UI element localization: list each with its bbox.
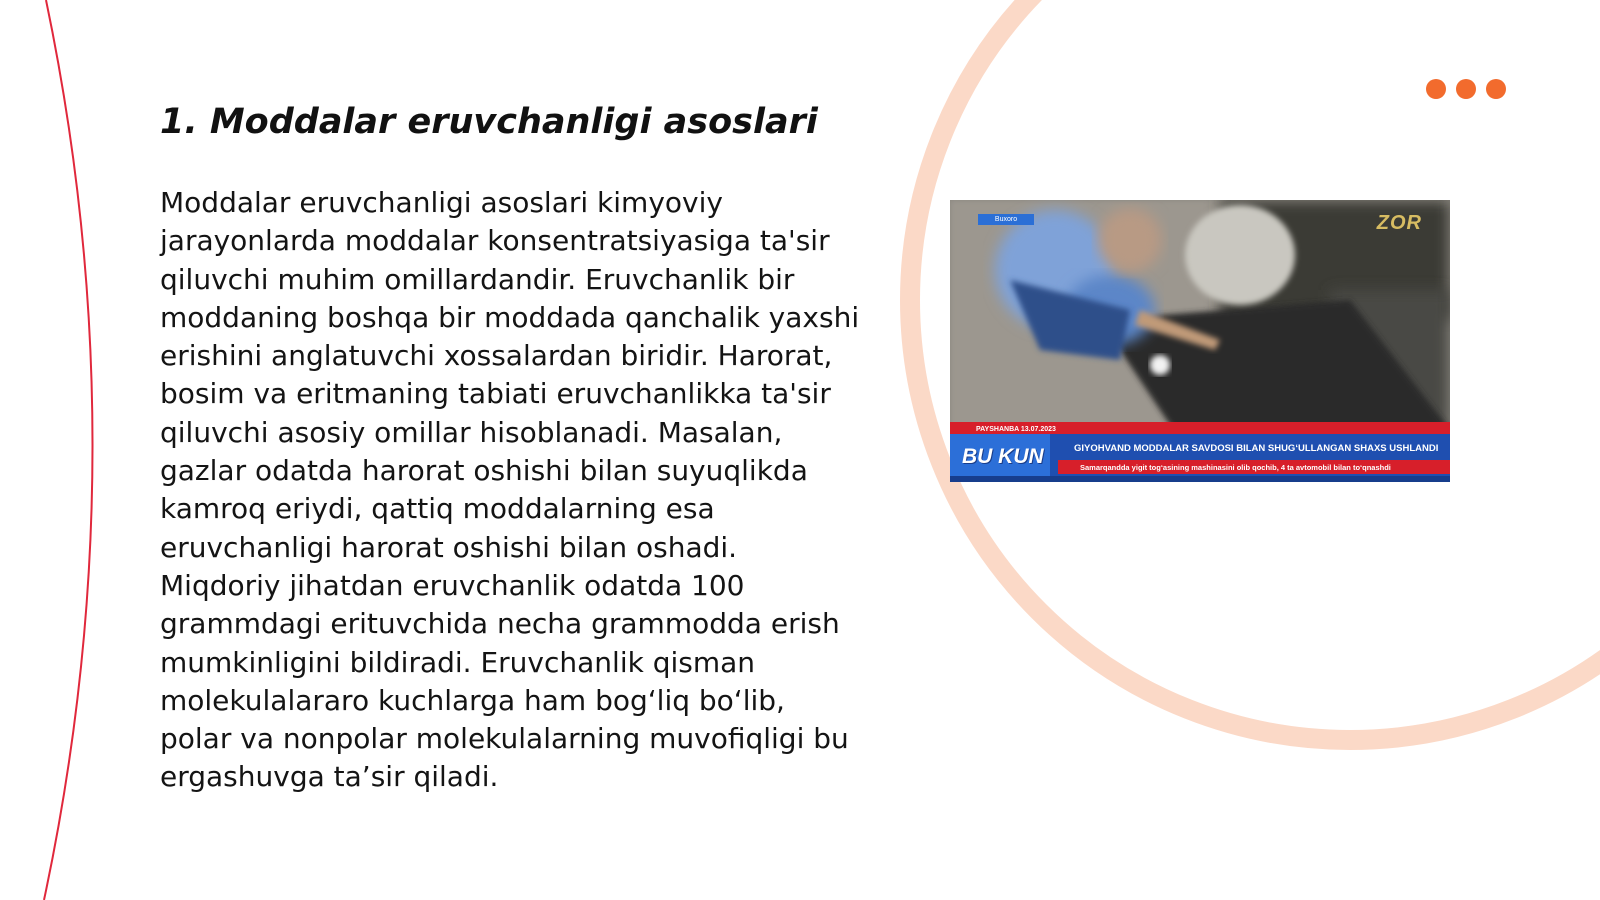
news-scene-illustration: [950, 200, 1450, 482]
dot-icon: [1486, 79, 1506, 99]
ticker-subline: Samarqandda yigit tog‘asining mashinasini olib qochib, 4 ta avtomobil bilan to‘qnashdi: [1080, 463, 1391, 472]
dot-icon: [1456, 79, 1476, 99]
ticker-headline: GIYOHVAND MODDALAR SAVDOSI BILAN SHUG‘ULLANGAN SHAXS USHLANDI: [1074, 443, 1439, 454]
left-red-curve: [44, 0, 93, 900]
three-dots-icon: [1426, 79, 1506, 99]
channel-logo: ZOR: [1376, 212, 1422, 234]
news-brand: BU KUN: [962, 445, 1044, 468]
news-screenshot-image: [950, 200, 1450, 482]
dot-icon: [1426, 79, 1446, 99]
slide-title: 1. Moddalar eruvchanligi asoslari: [160, 102, 818, 142]
slide-body-text: Moddalar eruvchanligi asoslari kimyoviy jarayonlarda moddalar konsentratsiyasiga ta'sir qiluvchi muhim omillardandir. Eruvchanlik bir moddaning boshqa bir moddada qanchalik yaxshi erishini anglatuvchi xossalardan biridir. Harorat, bosim va eritmaning tabiati eruvchanlikka ta'sir qiluvchi asosiy omillar hisoblanadi. Masalan, gazlar odatda harorat oshishi bilan suyuqlikda kamroq eriydi, qattiq moddalarning esa eruvchanligi harorat oshishi bilan oshadi. Miqdoriy jihatdan eruvchanlik odatda 100 grammdagi erituvchida necha grammodda erish mumkinligini bildiradi. Eruvchanlik qisman molekulalararo kuchlarga ham bog‘liq bo‘lib, polar va nonpolar molekulalarning muvofiqligi bu ergashuvga ta’sir qiladi.: [160, 186, 860, 794]
location-tag: Buxoro: [978, 214, 1034, 225]
date-tag: PAYSHANBA 13.07.2023: [976, 426, 1056, 433]
